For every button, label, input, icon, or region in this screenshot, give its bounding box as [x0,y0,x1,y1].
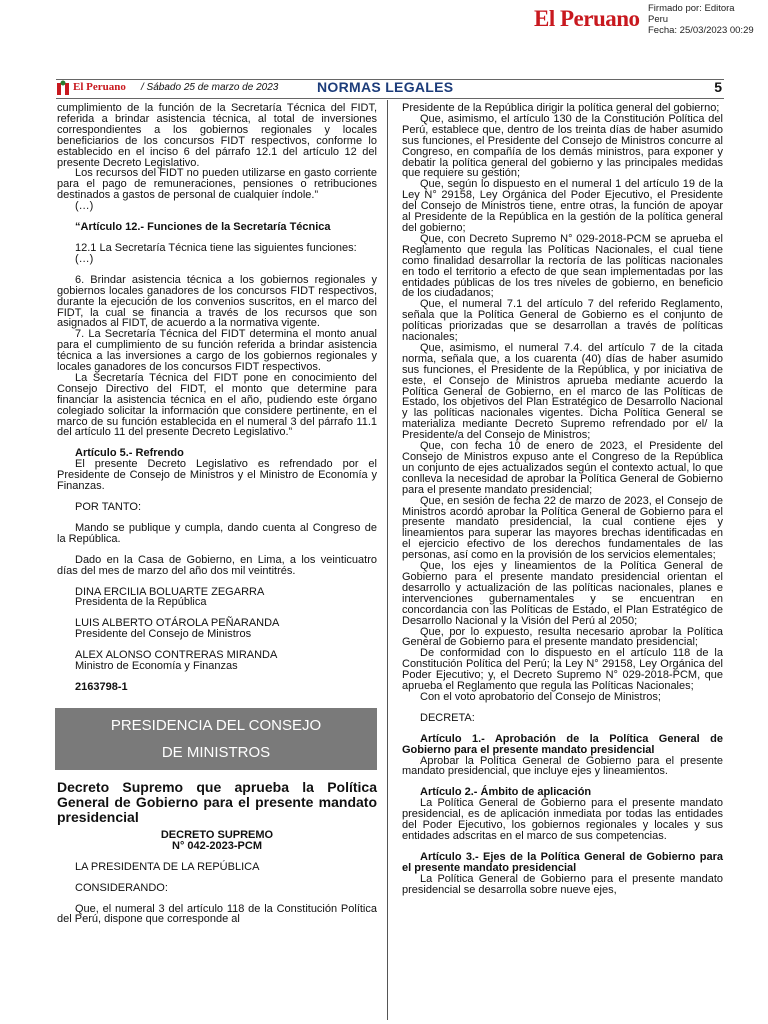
ellipsis: (…) [75,200,94,213]
article-12-title: “Artículo 12.- Funciones de la Secretaría Técnica [75,221,331,234]
article-2-title: Artículo 2.- Ámbito de aplicación [420,786,592,799]
signatory-name: LUIS ALBERTO OTÁROLA PEÑARANDA [75,617,280,630]
paragraph: La Política General de Gobierno para el presente mandato presidencial, es de aplicación inmediata por todas las entidades del Poder Ejecutivo, los gobiernos regionales y locales y sus entidades adscritas en el marco de sus competencias. [402,797,723,842]
paragraph: Aprobar la Política General de Gobierno para el presente mandato presidencial, que incluye ejes y lineamientos. [402,754,723,778]
paragraph: De conformidad con lo dispuesto en el artículo 118 de la Constitución Política del Perú; la Ley N° 29158, Ley Orgánica del Poder Ejecutivo; y, el Decreto Supremo N° 029-2018-PCM, que aprueba el Reglamento que regula las Políticas Nacionales; [402,647,723,693]
header-bottom-rule [56,98,724,99]
section-band [55,708,377,770]
band-line: DE MINISTROS [161,743,271,761]
paragraph: 7. La Secretaría Técnica del FIDT determina el monto anual para el cumplimiento de su función referida a brindar asistencia técnica a las inversiones a cargo de los gobiernos regionales y locales ganadores de los concursos FIDT respectivos. [57,328,377,374]
header-paper-name: El Peruano [73,81,126,93]
decree-number: N° 042-2023-PCM [172,839,262,852]
decree-title: Decreto Supremo que aprueba la Política General de Gobierno para el presente mandato presidencial [57,778,377,825]
paragraph: Con el voto aprobatorio del Consejo de Ministros; [420,690,661,703]
right-column [402,103,723,896]
paragraph: La Secretaría Técnica del FIDT pone en conocimiento del Consejo Directivo del FIDT, el monto que determine para financiar la asistencia técnica en el año, pudiendo este órgano colegiado solicitar la información que considere pertinente, en el marco de su función establecida en el numeral 3 del párrafo 11.1 del artículo 11 del presente Decreto Legislativo.” [57,371,377,439]
paragraph: Dado en la Casa de Gobierno, en Lima, a los veinticuatro días del mes de marzo del año dos mil veintitrés. [57,553,377,577]
article-5-title: Artículo 5.- Refrendo [75,447,184,460]
paragraph: Que, los ejes y lineamientos de la Política General de Gobierno para el presente mandato presidencial orientan el desarrollo y actualización de las políticas nacionales, planes e intervenciones gubernamentales y se encuentran en concordancia con las Políticas de Estado, el Plan Estratégico de Desarrollo Nacional y la Visión del Perú al 2050; [402,560,723,627]
paragraph: Que, con fecha 10 de enero de 2023, el Presidente del Consejo de Ministros expuso ante el Congreso de la República un conjunto de ejes actualizados según el contexto actual, lo que conlleva la necesidad de aprobar la Política General de Gobierno para el presente mandato presidencial; [402,440,723,496]
paragraph: Que, el numeral 7.1 del artículo 7 del referido Reglamento, señala que la Política General de Gobierno es el conjunto de políticas priorizadas que se desarrollan a través de políticas nacionales; [402,298,723,344]
paragraph: Presidente de la República dirigir la política general del gobierno; [402,102,720,114]
paragraph: Que, en sesión de fecha 22 de marzo de 2023, el Consejo de Ministros acordó aprobar la Política General de Gobierno para el presente mandato presidencial, la cual contiene ejes y lineamientos para superar las mayores brechas identificadas en el ejercicio efectivo de los derechos fundamentales de las personas, así como en la provisión de los servicios elementales; [402,494,723,562]
paragraph: Que, asimismo, el numeral 7.4. del artículo 7 de la citada norma, señala que, a los cuarenta (40) días de haber asumido sus funciones, el Presidente de la República, y por iniciativa de este, el Consejo de Ministros aprueba mediante acuerdo la Política General de Gobierno, en el marco de las Políticas de Estado, los objetivos del Plan Estratégico de Desarrollo Nacional y las políticas nacionales vigentes. Dicha Política General se materializa mediante Decreto Supremo refrendado por el/ la Presidente/a del Consejo de Ministros; [402,341,723,442]
signatory-role: Ministro de Economía y Finanzas [75,660,238,673]
signatory-name: DINA ERCILIA BOLUARTE ZEGARRA [75,585,265,598]
signatory-name: ALEX ALONSO CONTRERAS MIRANDA [75,649,278,662]
considerando: CONSIDERANDO: [75,881,168,894]
paragraph: cumplimiento de la función de la Secretaría Técnica del FIDT, referida a brindar asistencia técnica, al total de inversiones correspondientes a los gobiernos regionales y locales beneficiarios de los concursos FIDT respectivos, conforme lo establecido en el inciso 6 del párrafo 12.1 del artículo 12 del presente Decreto Legislativo. [57,102,377,169]
page-number: 5 [714,79,722,95]
paragraph: Que, según lo dispuesto en el numeral 1 del artículo 19 de la Ley N° 29158, Ley Orgánica del Poder Ejecutivo, el Presidente del Consejo de Ministros tiene, entre otras, la función de apoyar al Presidente de la República en la gestión de la política general del gobierno; [402,178,723,234]
article-1-title: Artículo 1.- Aprobación de la Política General de Gobierno para el presente mandato presidencial [402,732,723,756]
left-column [57,103,377,925]
page-header [56,79,724,101]
paragraph: Los recursos del FIDT no pueden utilizarse en gasto corriente para el pago de remuneraciones, pensiones o retribuciones destinados a gastos de personal de cualquier índole.” [57,167,377,202]
decree-label: DECRETO SUPREMO [160,828,274,841]
paragraph: Que, con Decreto Supremo N° 029-2018-PCM se aprueba el Reglamento que regula las Políticas Nacionales, el cual tiene como finalidad desarrollar la rectoría de las políticas nacionales en todo el territorio a efecto de que sean implementadas por las entidades públicas de los tres niveles de gobierno, en beneficio de los ciudadanos; [402,232,723,300]
band-line: PRESIDENCIA DEL CONSEJO [110,716,322,734]
signature-line: Firmado por: Editora [648,3,735,14]
newspaper-seal [534,6,652,34]
paragraph: La Política General de Gobierno para el presente mandato presidencial se desarrolla sobre nueve ejes, [402,872,723,896]
paragraph: Que, asimismo, el artículo 130 de la Constitución Política del Perú, establece que, dentro de los treinta días de haber asumido sus funciones, el Presidente del Consejo de Ministros concurre al Congreso, en compañía de los demás ministros, para exponer y debatir la política general del gobierno y las principales medidas que requiere su gestión; [402,112,723,180]
decreta: DECRETA: [420,711,475,724]
signatory-role: Presidenta de la República [75,596,207,609]
column-divider [387,100,388,1020]
signature-line: Fecha: 25/03/2023 00:29 [648,25,754,36]
ellipsis: (…) [75,252,94,265]
paragraph: El presente Decreto Legislativo es refrendado por el Presidente de Consejo de Ministros y el Ministro de Economía y Finanzas. [57,458,377,493]
header-section-title: NORMAS LEGALES [317,79,454,95]
paragraph: Mando se publique y cumpla, dando cuenta al Congreso de la República. [57,521,377,545]
coat-of-arms-icon [56,80,70,96]
paragraph: Que, por lo expuesto, resulta necesario aprobar la Política General de Gobierno para el presente mandato presidencial; [402,625,723,649]
por-tanto: POR TANTO: [75,501,142,513]
issuer-line: LA PRESIDENTA DE LA REPÚBLICA [75,860,260,873]
paragraph: 12.1 La Secretaría Técnica tiene las siguientes funciones: [75,241,357,254]
article-3-title: Artículo 3.- Ejes de la Política General de Gobierno para el presente mandato presidencial [402,850,723,874]
header-date: / Sábado 25 de marzo de 2023 [141,82,279,93]
signatory-role: Presidente del Consejo de Ministros [75,628,252,641]
paragraph: 6. Brindar asistencia técnica a los gobiernos regionales y gobiernos locales ganadores de los concursos FIDT respectivos, durante la ejecución de los convenios suscritos, en el marco del FIDT, la cual se financia a través de los recursos que son asignados al FIDT, de acuerdo a la normativa vigente. [57,273,377,330]
signature-line: Peru [648,14,669,25]
paragraph: Que, el numeral 3 del artículo 118 de la Constitución Política del Perú, dispone que corresponde al [57,902,377,926]
digital-signature [648,3,754,36]
seal-paper-name: El Peruano [534,6,640,31]
reference-number: 2163798-1 [75,680,128,693]
